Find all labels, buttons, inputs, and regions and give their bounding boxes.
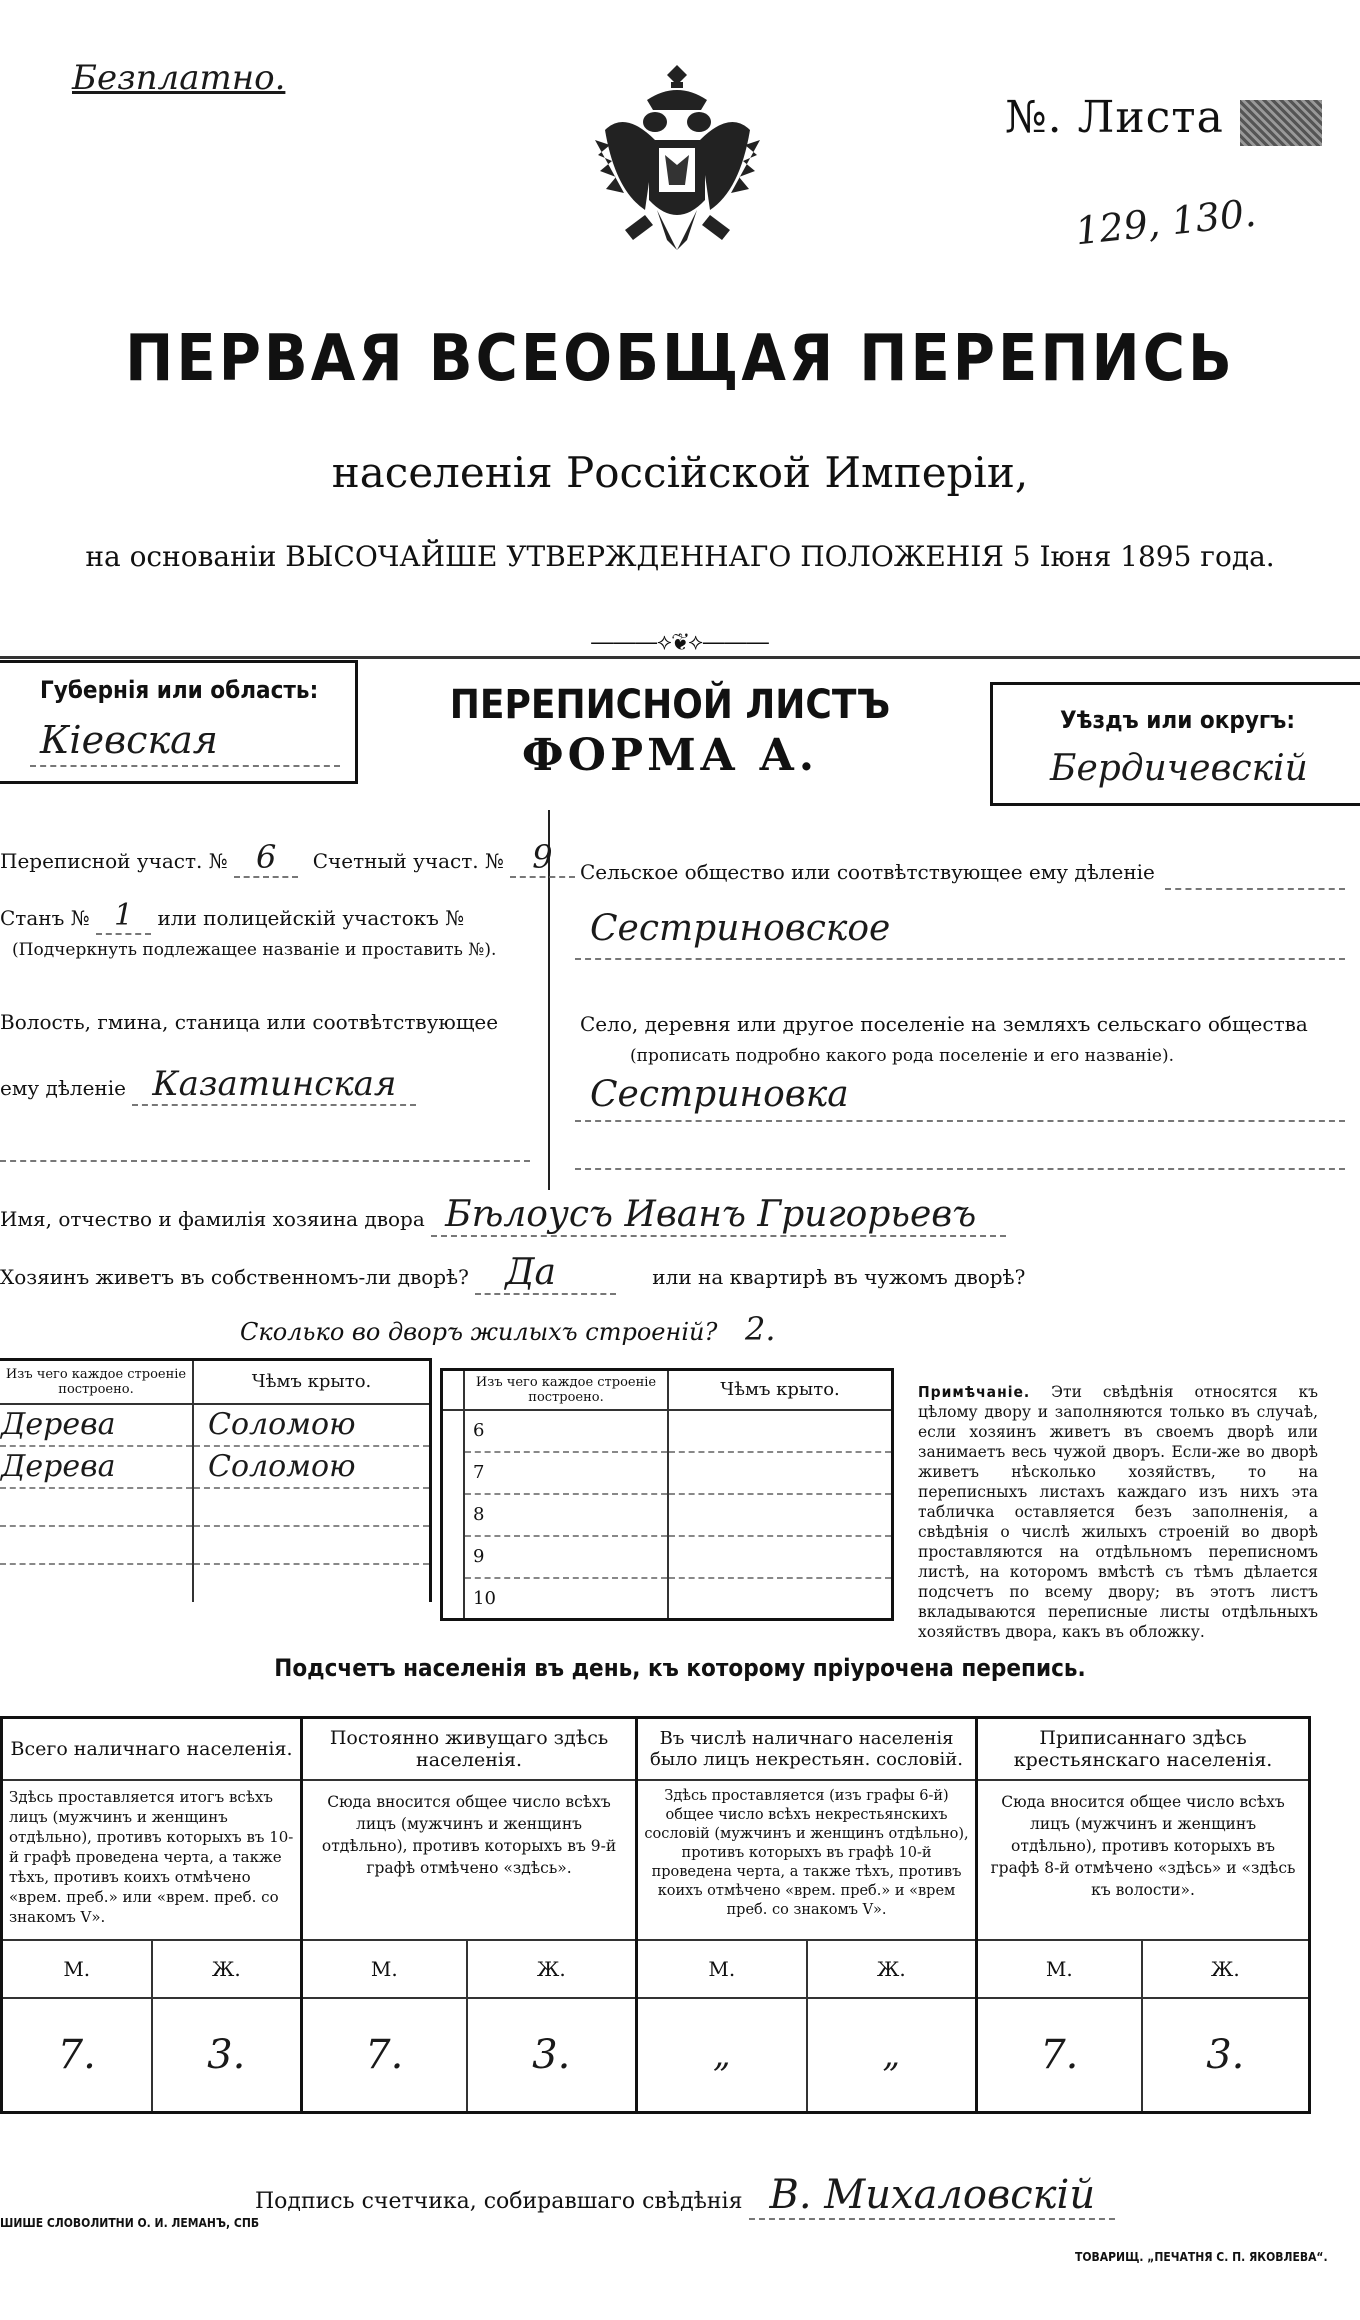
buildings-table-right — [440, 1368, 894, 1621]
col-desc: Сюда вносится общее число всѣхъ лицъ (мужчинъ и женщинъ отдѣльно), противъ которыхъ въ 9-й графѣ отмѣчено «здѣсь». — [302, 1780, 637, 1940]
stan-row — [0, 898, 464, 933]
free-label: Безплатно. — [72, 58, 286, 98]
table-row — [0, 1404, 431, 1446]
table-row — [442, 1452, 893, 1494]
rent-label: или на квартирѣ въ чужомъ дворѣ? — [652, 1265, 1026, 1289]
buildings-value: 2. — [744, 1310, 776, 1348]
male-header: М. — [2, 1940, 152, 1998]
table-row — [0, 1446, 431, 1488]
female-header: Ж. — [807, 1940, 977, 1998]
roof-cell — [193, 1488, 431, 1526]
col-material-header: Изъ чего каждое строеніе построено. — [0, 1360, 193, 1404]
male-count: 7. — [302, 1998, 467, 2113]
own-yard-label: Хозяинъ живетъ въ собственномъ-ли дворѣ? — [0, 1265, 469, 1289]
roof-cell — [668, 1494, 893, 1536]
roof-cell — [668, 1536, 893, 1578]
female-header: Ж. — [152, 1940, 302, 1998]
female-count: „ — [807, 1998, 977, 2113]
roof-cell: Соломою — [193, 1446, 431, 1488]
district-label: Уѣздъ или округъ: — [1060, 706, 1296, 734]
material-cell — [0, 1488, 193, 1526]
roof-cell — [193, 1564, 431, 1602]
male-header: М. — [637, 1940, 807, 1998]
material-cell — [0, 1526, 193, 1564]
note-text: Эти свѣдѣнія относятся къ цѣлому двору и заполняются только въ случаѣ, если хозяинъ живетъ въ своемъ дворѣ или занимаетъ весь чужой дворъ. Если-же во дворѣ живетъ нѣсколько хозяйствъ, то на переписныхъ листахъ каждаго изъ нихъ эта табличка оставляется безъ заполненія, а свѣдѣнія о числѣ жилыхъ строеній во дворѣ проставляются на отдѣльномъ переписномъ листѣ, на которомъ вмѣстѣ съ тѣмъ дѣлается подсчетъ по всему двору; въ этотъ листъ вкладываются переписные листы отдѣльныхъ хозяйствъ двора, какъ въ обложку. — [918, 1383, 1318, 1641]
female-count: 3. — [467, 1998, 637, 2113]
col-roof-header: Чѣмъ крыто. — [193, 1360, 431, 1404]
owner-yard-row — [0, 1252, 1025, 1293]
table-row — [442, 1410, 893, 1452]
material-cell: Дерева — [0, 1446, 193, 1488]
row-number: 7 — [464, 1452, 668, 1494]
owner-name-value: Бѣлоусъ Иванъ Григорьевъ — [431, 1194, 1006, 1237]
province-label: Губернія или область: — [40, 676, 319, 704]
owner-name-label: Имя, отчество и фамилія хозяина двора — [0, 1207, 425, 1231]
census-basis: на основаніи ВЫСОЧАЙШЕ УТВЕРЖДЕННАГО ПОЛОЖЕНІЯ 5 Іюня 1895 года. — [85, 540, 1275, 573]
village-value: Сестриновка — [590, 1074, 849, 1115]
census-subtitle: населенія Россійской Имперіи, — [331, 448, 1029, 497]
society-label-line — [1165, 888, 1345, 890]
sheet-number-value: 129, 130. — [1073, 190, 1259, 254]
table-row — [442, 1494, 893, 1536]
roof-cell — [668, 1410, 893, 1452]
sheet-number-redaction — [1240, 100, 1322, 146]
female-count: 3. — [1206, 2031, 1245, 2078]
col-heading: Приписаннаго здѣсь крестьянскаго населенія. — [977, 1718, 1310, 1780]
society-value: Сестриновское — [590, 908, 891, 949]
buildings-table-left — [0, 1358, 432, 1602]
male-count: 7. — [977, 1998, 1142, 2113]
signature-label: Подпись счетчика, собиравшаго свѣдѣнія — [255, 2189, 743, 2214]
owner-name-row — [0, 1194, 1006, 1235]
buildings-row — [240, 1310, 796, 1348]
volost-row — [0, 1064, 416, 1104]
volost-label-2: ему дѣленіе — [0, 1076, 126, 1100]
buildings-label: Сколько во дворъ жилыхъ строеній? — [240, 1318, 718, 1346]
male-count: „ — [637, 1998, 807, 2113]
col-roof-header: Чѣмъ крыто. — [668, 1370, 893, 1410]
volost-value: Казатинская — [132, 1064, 416, 1106]
roof-cell — [668, 1578, 893, 1620]
ornament-icon: ―――⟡❦⟡――― — [591, 630, 769, 655]
census-title: ПЕРВАЯ ВСЕОБЩАЯ ПЕРЕПИСЬ — [125, 322, 1235, 396]
population-title: Подсчетъ населенія въ день, къ которому пріурочена перепись. — [274, 1654, 1086, 1682]
row-number: 9 — [464, 1536, 668, 1578]
census-section-label: Переписной участ. № — [0, 849, 228, 873]
count-section-value: 9 — [510, 838, 574, 878]
village-extra-line — [575, 1168, 1345, 1170]
village-label: Село, деревня или другое поселеніе на земляхъ сельскаго общества — [580, 1012, 1308, 1036]
table-row — [0, 1488, 431, 1526]
table-row — [0, 1564, 431, 1602]
imperial-eagle-emblem — [585, 60, 770, 275]
col-material-header: Изъ чего каждое строеніе построено. — [464, 1370, 668, 1410]
district-value: Бердичевскій — [1050, 748, 1308, 789]
roof-cell: Соломою — [193, 1404, 431, 1446]
male-count: 7. — [2, 1998, 152, 2113]
count-section-label: Счетный участ. № — [312, 849, 504, 873]
note-title: Примѣчаніе. — [918, 1383, 1031, 1401]
signature-row — [255, 2172, 1115, 2218]
note-block — [918, 1382, 1318, 1642]
ornament-divider — [0, 630, 1360, 655]
population-table — [0, 1716, 1311, 2114]
printer-left: ШИШЕ СЛОВОЛИТНИ О. И. ЛЕМАНЪ, СПБ — [0, 2216, 260, 2230]
female-count: 3. — [152, 1998, 302, 2113]
material-cell: Дерева — [0, 1404, 193, 1446]
form-label: ФОРМА А. — [521, 730, 819, 781]
material-cell — [0, 1564, 193, 1602]
census-section-value: 6 — [234, 838, 298, 878]
village-note: (прописать подробно какого рода поселеніе и его названіе). — [630, 1046, 1174, 1066]
province-underline — [30, 765, 340, 767]
table-row — [442, 1578, 893, 1620]
society-underline — [575, 958, 1345, 960]
stan-value: 1 — [96, 898, 151, 935]
row-number: 8 — [464, 1494, 668, 1536]
own-yard-value: Да — [475, 1252, 616, 1295]
table-row — [442, 1536, 893, 1578]
form-name: ПЕРЕПИСНОЙ ЛИСТЪ — [449, 682, 891, 728]
stan-label: Станъ № — [0, 906, 90, 930]
row-number: 10 — [464, 1578, 668, 1620]
village-underline — [575, 1120, 1345, 1122]
female-header: Ж. — [467, 1940, 637, 1998]
female-header: Ж. — [1142, 1940, 1310, 1998]
signature-value: В. Михаловскій — [749, 2172, 1115, 2220]
province-value: Кіевская — [40, 718, 218, 762]
sheet-number-label: №. Листа — [1005, 92, 1224, 143]
stan-note: (Подчеркнуть подлежащее названіе и проставить №). — [12, 940, 497, 960]
volost-extra-line — [0, 1160, 530, 1162]
police-label: или полицейскій участокъ № — [157, 906, 465, 930]
society-label: Сельское общество или соотвѣтствующее ему дѣленіе — [580, 860, 1155, 884]
row-number: 6 — [464, 1410, 668, 1452]
col-heading: Всего наличнаго населенія. — [2, 1718, 302, 1780]
col-desc: Сюда вносится общее число всѣхъ лицъ (мужчинъ и женщинъ отдѣльно), противъ которыхъ въ графѣ 8-й отмѣчено «здѣсь» и «здѣсь къ волости». — [977, 1780, 1310, 1940]
male-header: М. — [302, 1940, 467, 1998]
col-heading: Постоянно живущаго здѣсь населенія. — [302, 1718, 637, 1780]
roof-cell — [668, 1452, 893, 1494]
col-desc: Здѣсь проставляется (изъ графы 6-й) общее число всѣхъ некрестьянскихъ сословій (мужчинъ и женщинъ отдѣльно), противъ которыхъ въ графѣ 10-й проведена черта, а также тѣхъ, противъ коихъ отмѣчено «врем. преб.» и «врем преб. со знакомъ V». — [637, 1780, 977, 1940]
roof-cell — [193, 1526, 431, 1564]
volost-label-1: Волость, гмина, станица или соотвѣтствующее — [0, 1010, 499, 1034]
printer-right: ТОВАРИЩ. „ПЕЧАТНЯ С. П. ЯКОВЛЕВА“. — [1075, 2250, 1328, 2264]
top-rule — [0, 656, 1360, 659]
census-section-row — [0, 838, 575, 876]
male-header: М. — [977, 1940, 1142, 1998]
table-row — [0, 1526, 431, 1564]
col-heading: Въ числѣ наличнаго населенія было лицъ некрестьян. сословій. — [637, 1718, 977, 1780]
col-desc: Здѣсь проставляется итогъ всѣхъ лицъ (мужчинъ и женщинъ отдѣльно), противъ которыхъ въ 10-й графѣ проведена черта, а также тѣхъ, противъ коихъ отмѣчено «врем. преб.» или «врем. преб. со знакомъ V». — [2, 1780, 302, 1940]
